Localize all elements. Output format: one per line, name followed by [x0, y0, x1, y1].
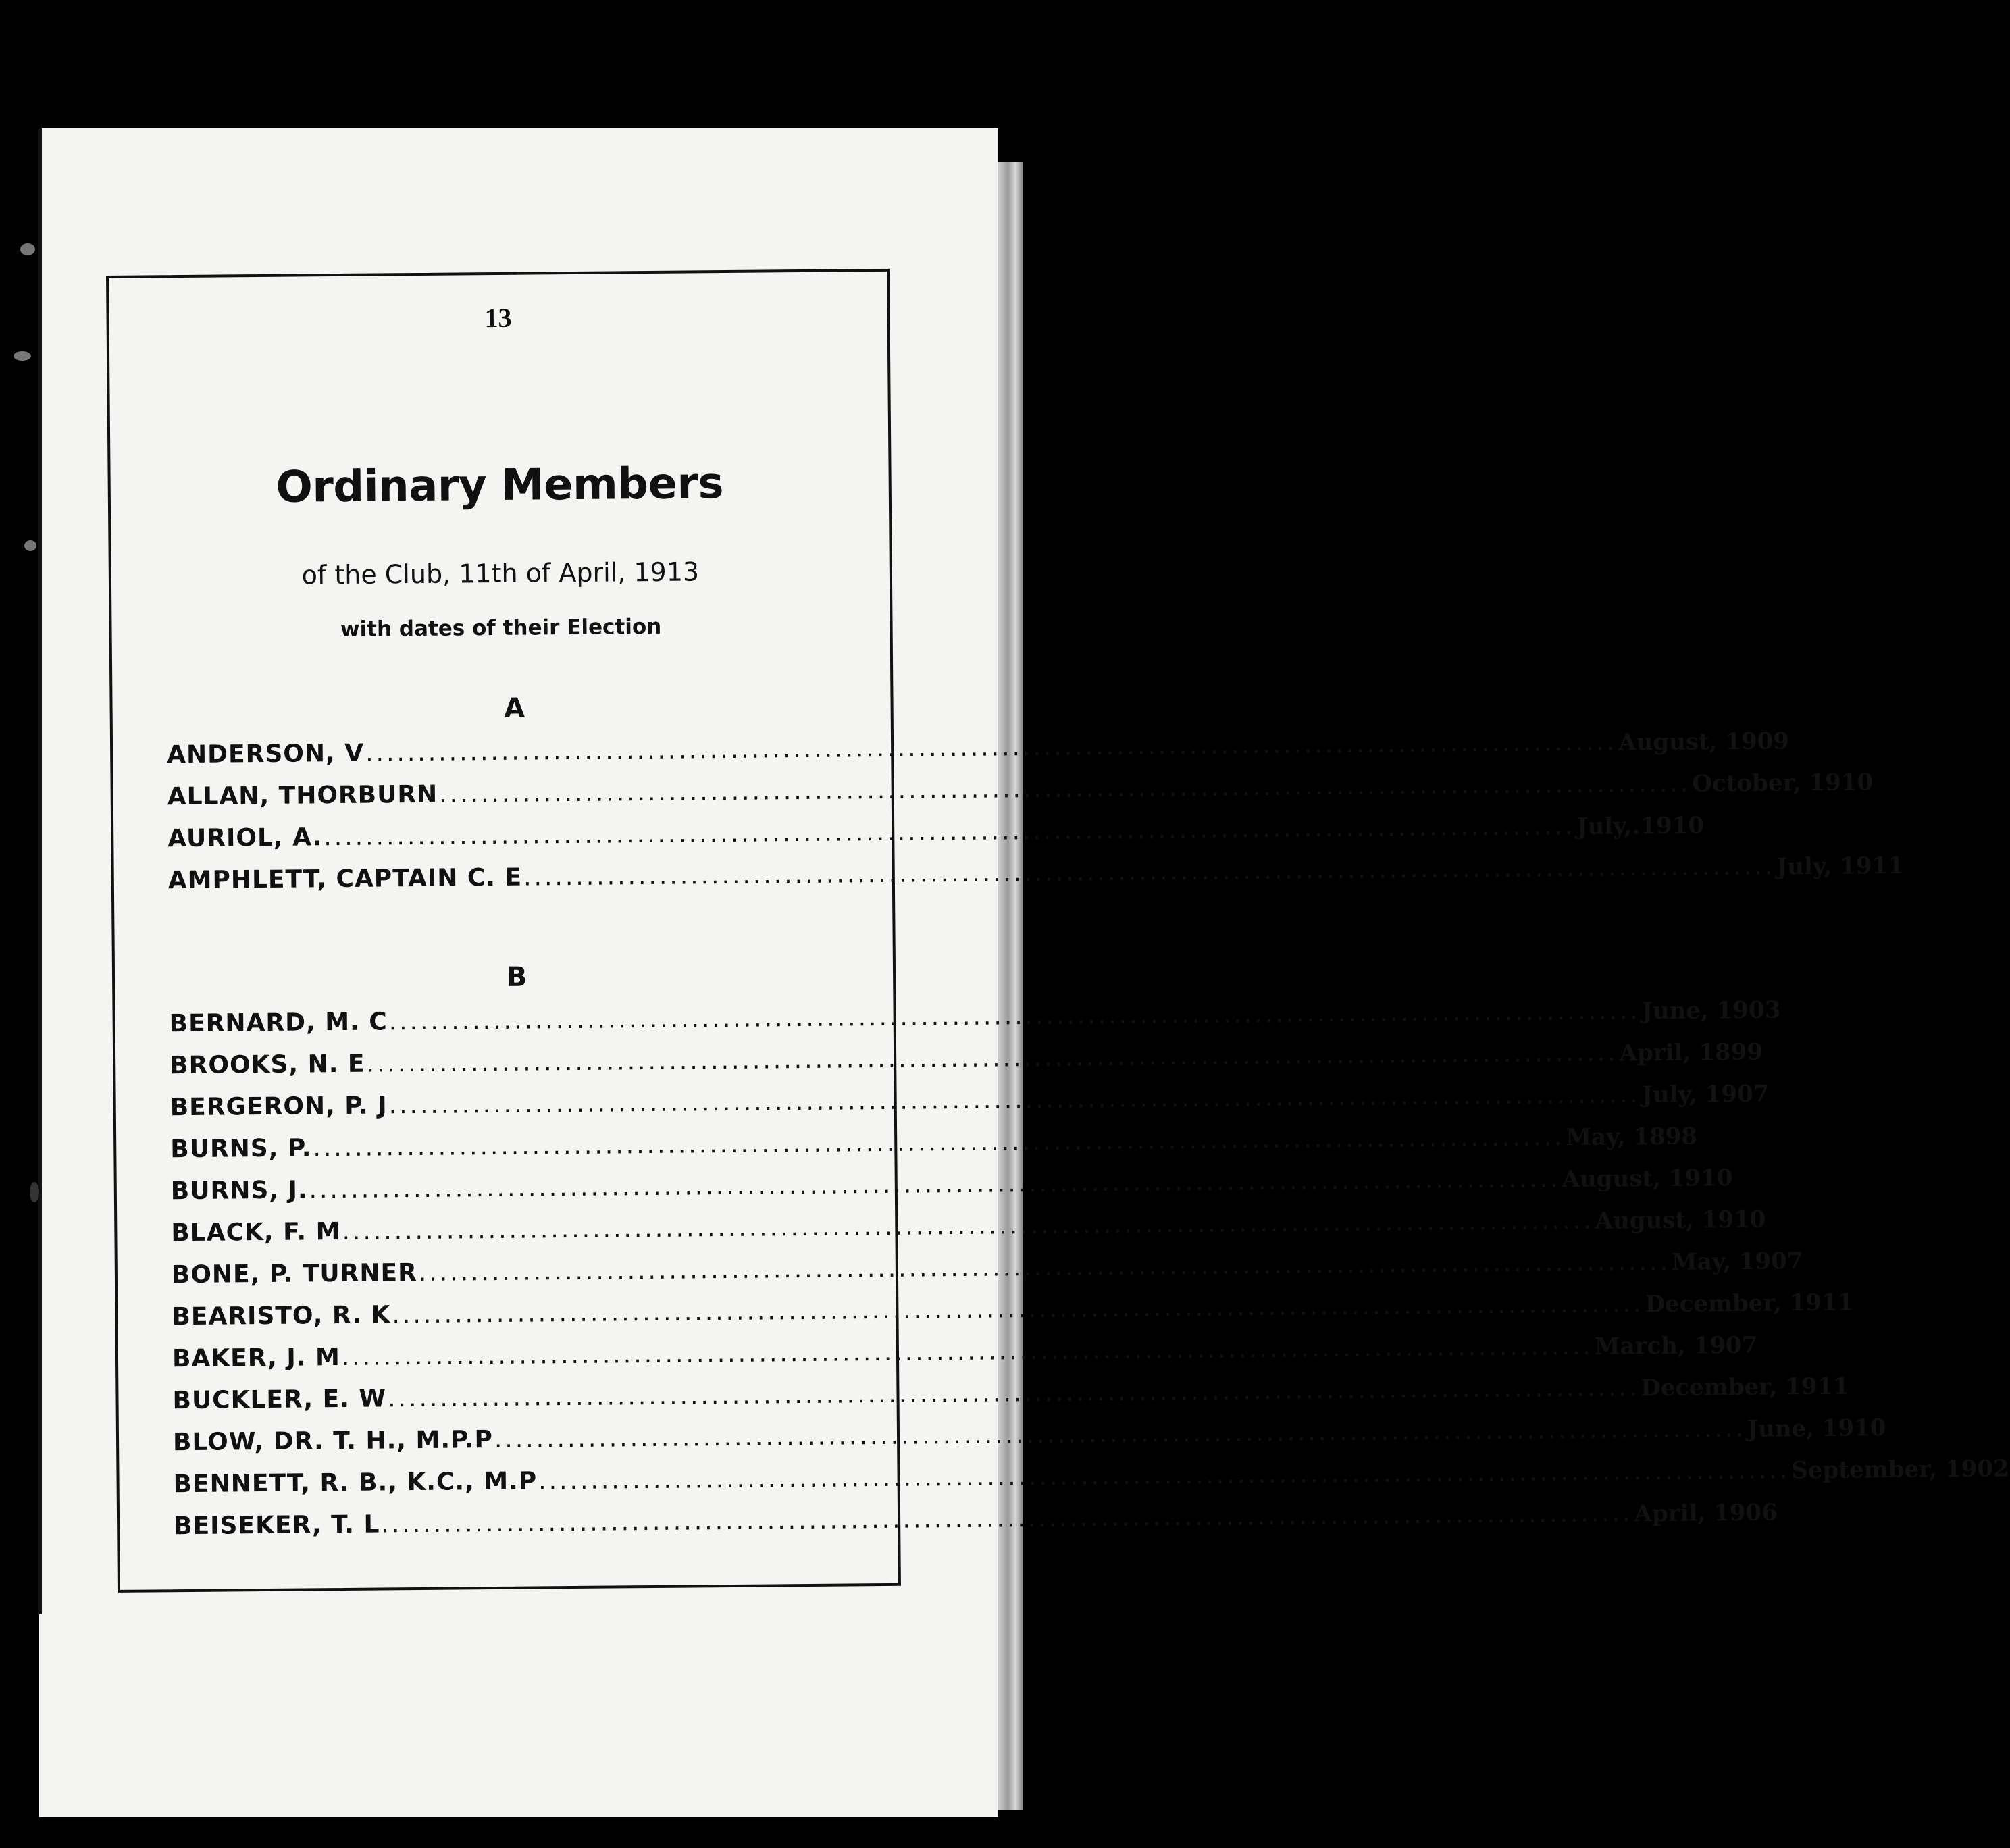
election-date: August, 1910 — [1595, 1206, 1766, 1235]
election-date: August, 1909 — [1618, 727, 1790, 756]
page-title: Ordinary Members — [276, 459, 724, 513]
member-name: BLOW, DR. T. H., M.P.P — [172, 1426, 494, 1457]
member-name: BURNS, P. — [170, 1134, 312, 1164]
leader-dots: ........................................................................................................................ — [538, 1456, 1790, 1495]
member-name: BLACK, F. M — [171, 1218, 341, 1248]
member-name: ALLAN, THORBURN — [167, 780, 438, 811]
member-entry — [170, 1123, 1698, 1177]
section-b — [169, 954, 2009, 1554]
member-name: BONE, P. TURNER — [171, 1259, 418, 1289]
leader-dots: ........................................................................................................................ — [341, 1332, 1594, 1372]
member-entry — [171, 1206, 1766, 1261]
member-entry — [167, 769, 1874, 825]
election-date: April, 1899 — [1619, 1038, 1763, 1067]
spine-mark — [30, 1182, 39, 1202]
leader-dots: ........................................................................................................................ — [388, 997, 1641, 1036]
member-name: BUCKLER, E. W — [172, 1385, 387, 1415]
leader-dots: ........................................................................................................................ — [381, 1499, 1633, 1539]
leader-dots: ........................................................................................................................ — [439, 769, 1691, 808]
member-name: BEISEKER, T. L — [173, 1510, 380, 1541]
election-date: December, 1911 — [1645, 1289, 1854, 1318]
leader-dots: ........................................................................................................................ — [313, 1123, 1565, 1162]
leader-dots: ........................................................................................................................ — [365, 728, 1618, 767]
book-spine — [38, 128, 42, 1614]
election-date: August, 1910 — [1562, 1164, 1733, 1194]
member-name: BAKER, J. M — [172, 1343, 340, 1373]
member-entry — [173, 1499, 1778, 1554]
member-entry — [170, 1164, 1733, 1219]
election-date: July, 1911 — [1776, 852, 1904, 881]
member-entry — [168, 852, 1904, 908]
leader-dots: ........................................................................................................................ — [342, 1206, 1594, 1246]
member-name: BERGERON, P. J — [170, 1092, 388, 1122]
member-entry — [170, 1038, 1763, 1094]
spine-mark — [20, 243, 35, 255]
election-date: March, 1907 — [1594, 1331, 1758, 1360]
leader-dots: ........................................................................................................................ — [388, 1081, 1641, 1120]
member-entry — [171, 1248, 1803, 1303]
election-date: September, 1902 — [1791, 1455, 2009, 1485]
member-name: ANDERSON, V — [167, 739, 365, 769]
member-name: BROOKS, N. E — [170, 1050, 365, 1080]
member-entry — [169, 996, 1781, 1052]
member-entry — [172, 1289, 1854, 1345]
page-edge — [998, 162, 1023, 1810]
election-date: May, 1907 — [1671, 1248, 1803, 1276]
member-name: BENNETT, R. B., K.C., M.P — [173, 1467, 538, 1499]
member-name: AMPHLETT, CAPTAIN C. E — [168, 863, 523, 895]
leader-dots: ........................................................................................................................ — [366, 1039, 1618, 1078]
election-date: June, 1903 — [1641, 996, 1781, 1025]
page-subtitle-election: with dates of their Election — [340, 614, 662, 642]
member-name: BURNS, J. — [170, 1176, 308, 1206]
member-entry — [173, 1455, 2009, 1512]
member-entry — [168, 812, 1705, 867]
spine-mark — [14, 351, 31, 361]
member-entry — [167, 727, 1790, 783]
election-date: October, 1910 — [1692, 769, 1874, 798]
leader-dots: ........................................................................................................................ — [309, 1165, 1561, 1204]
section-letter: B — [506, 961, 527, 993]
leader-dots: ........................................................................................................................ — [324, 813, 1576, 852]
member-entry — [172, 1372, 1850, 1429]
leader-dots: ........................................................................................................................ — [392, 1290, 1644, 1329]
member-name: BEARISTO, R. K — [172, 1301, 391, 1331]
spine-mark — [24, 540, 36, 551]
leader-dots: ........................................................................................................................ — [387, 1374, 1640, 1413]
election-date: May, 1898 — [1566, 1123, 1698, 1152]
election-date: June, 1910 — [1747, 1414, 1886, 1443]
section-a — [166, 685, 1904, 908]
leader-dots: ........................................................................................................................ — [523, 852, 1776, 892]
member-name: BERNARD, M. C — [169, 1008, 388, 1038]
leader-dots: ........................................................................................................................ — [418, 1248, 1671, 1287]
section-letter: A — [503, 692, 525, 724]
member-entry — [172, 1414, 1886, 1470]
election-date: April, 1906 — [1634, 1499, 1778, 1528]
leader-dots: ........................................................................................................................ — [494, 1414, 1747, 1454]
member-entry — [170, 1080, 1770, 1135]
election-date: July,.1910 — [1576, 812, 1705, 841]
member-entry — [172, 1331, 1758, 1387]
page-subtitle: of the Club, 11th of April, 1913 — [301, 557, 700, 590]
page-frame — [106, 269, 2009, 1593]
page-number: 13 — [484, 302, 512, 334]
election-date: December, 1911 — [1641, 1372, 1850, 1402]
election-date: July, 1907 — [1641, 1080, 1770, 1109]
member-name: AURIOL, A. — [168, 823, 323, 853]
